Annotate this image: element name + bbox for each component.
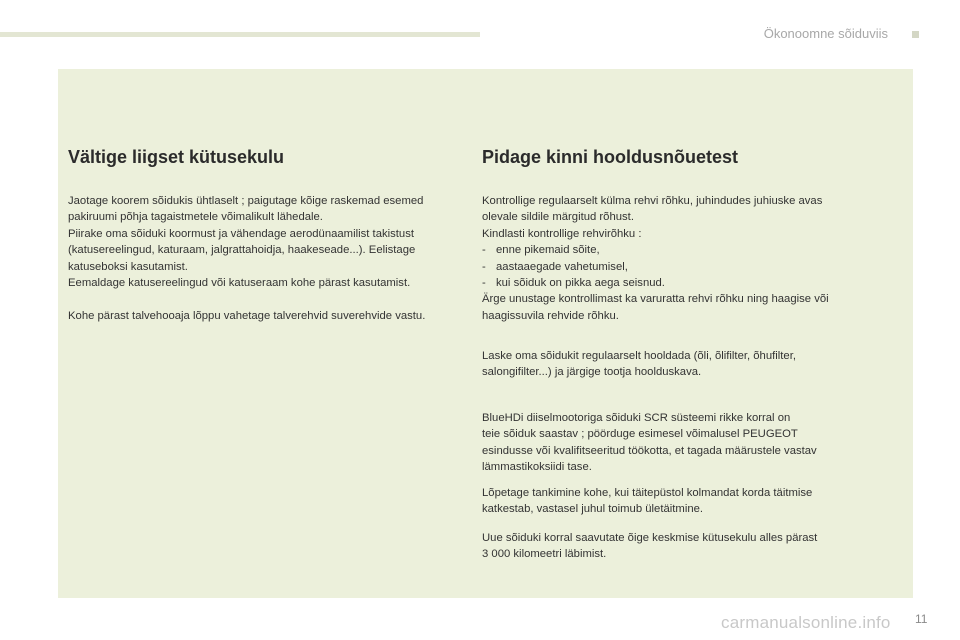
right-paragraph-consumption: Uue sõiduki korral saavutate õige keskmise kütusekulu alles pärast 3 000 kilomeetri läbimist. — [482, 532, 818, 561]
left-paragraph-tyres: Kohe pärast talvehooaja lõppu vahetage talverehvid suverehvide vastu. — [68, 310, 426, 322]
header-accent-bar — [0, 32, 480, 37]
section-title: Ökonoomne sõiduviis — [763, 26, 888, 41]
right-heading: Pidage kinni hooldusnõuetest — [482, 147, 739, 167]
content-panel — [58, 69, 913, 598]
list-item: - aastaaegade vahetumisel, — [482, 259, 829, 275]
right-paragraph-refuel: Lõpetage tankimine kohe, kui täitepüstol kolmandat korda täitmise katkestab, vastasel juhul toimub ületäitmine. — [482, 487, 813, 516]
list-item: - enne pikemaid sõite, — [482, 242, 829, 258]
left-paragraph-load: Jaotage koorem sõidukis ühtlaselt ; paigutage kõige raskemad esemed pakiruumi põhja tagaistmetele võimalikult lähedale. Piirake oma sõiduki koormust ja vähendage aerodünaamilist takistust (katusereelingud, katuraam, jalgrattahoidja, haakeseade...). Eelistage katuseboksi kasutamist. Eemaldage katusereelingud või katuseraam kohe pärast kasutamist. — [68, 195, 424, 290]
right-paragraph-tyre-pressure — [482, 193, 829, 324]
left-heading: Vältige liigset kütusekulu — [68, 147, 285, 167]
tyre-pressure-outro: Ärge unustage kontrollimast ka varuratta rehvi rõhku ning haagise või haagissuvila rehvide rõhku. — [482, 293, 829, 322]
list-item: - kui sõiduk on pikka aega seisnud. — [482, 275, 829, 291]
right-paragraph-service: Laske oma sõidukit regulaarselt hooldada (õli, õlifilter, õhufilter, salongifilter...) ja järgige tootja hoolduskava. — [482, 350, 796, 379]
right-paragraph-scr: BlueHDi diiselmootoriga sõiduki SCR süsteemi rikke korral on teie sõiduk saastav ; pöörduge esimesel võimalusel PEUGEOT esindusse või kvalifitseeritud töökotta, et tagada määrustele vastav lämmastikoksiidi tase. — [482, 412, 817, 474]
tyre-pressure-intro: Kontrollige regulaarselt külma rehvi rõhku, juhindudes juhiuske avas olevale sildile märgitud rõhust. Kindlasti kontrollige rehvirõhku : — [482, 195, 823, 240]
page-number: 11 — [915, 612, 928, 626]
header-square-mark — [912, 31, 919, 38]
watermark-text: carmanualsonline.info — [721, 613, 891, 632]
